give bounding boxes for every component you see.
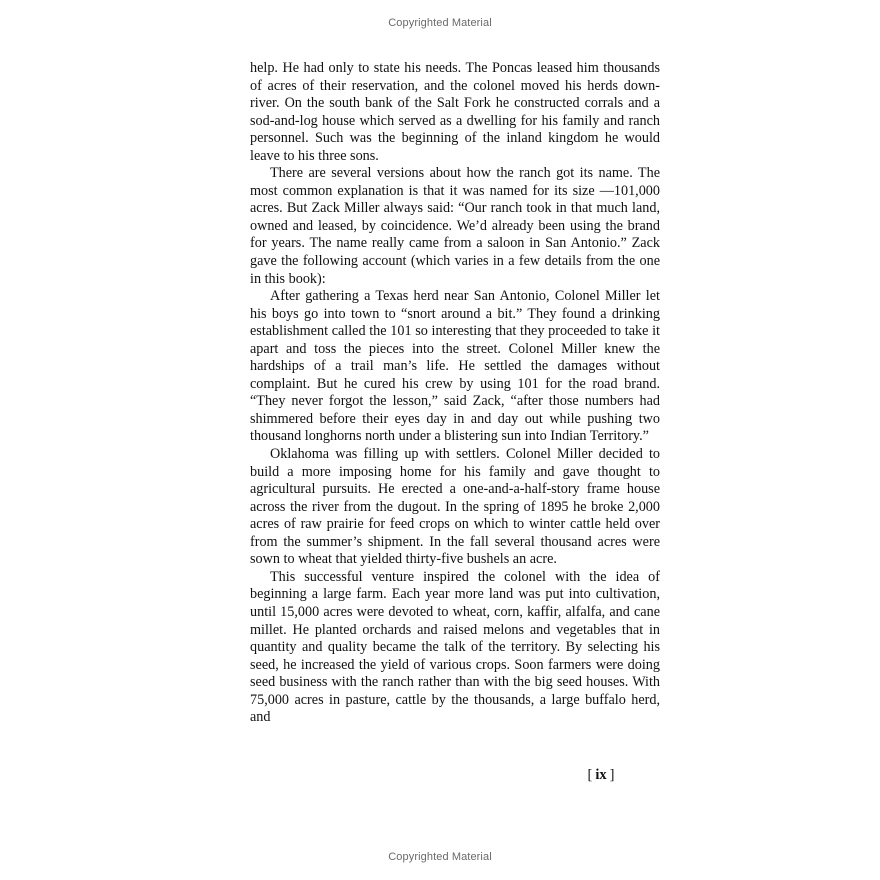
watermark-bottom: Copyrighted Material [388, 851, 492, 863]
watermark-top: Copyrighted Material [388, 17, 492, 29]
page-body-text [250, 60, 660, 727]
page-number-value: ix [595, 767, 607, 783]
page-number-open-bracket: [ [587, 767, 593, 783]
paragraph-2: There are several versions about how the ranch got its name. The most common explanation is that it was named for its size —101,000 acres. But Zack Miller always said: “Our ranch took in that much land, owned and leased, by coincidence. We’d already been using the brand for years. The name really came from a saloon in San Antonio.” Zack gave the following account (which varies in a few details from the one in this book): [250, 165, 660, 287]
paragraph-4: Oklahoma was filling up with settlers. Colonel Miller decided to build a more imposing home for his family and gave thought to agricultural pursuits. He erected a one-and-a-half-story frame house across the river from the dugout. In the spring of 1895 he broke 2,000 acres of raw prairie for feed crops on which to winter cattle held over from the summer’s shipment. In the fall several thousand acres were sown to wheat that yielded thirty-five bushels an acre. [250, 446, 660, 568]
page-number [578, 767, 624, 784]
paragraph-3: After gathering a Texas herd near San Antonio, Colonel Miller let his boys go into town to “snort around a bit.” They found a drinking establishment called the 101 so interesting that they proceeded to take it apart and toss the pieces into the street. Colonel Miller knew the hardships of a trail man’s life. He settled the damages without complaint. But he cured his crew by using 101 for the road brand. “They never forgot the lesson,” said Zack, “after those numbers had shimmered before their eyes day in and day out while pushing two thousand longhorns north under a blistering sun into Indian Territory.” [250, 288, 660, 445]
paragraph-5: This successful venture inspired the colonel with the idea of beginning a large farm. Each year more land was put into cultivation, until 15,000 acres were devoted to wheat, corn, kaffir, alfalfa, and cane millet. He planted orchards and raised melons and vegetables that in quantity and quality became the talk of the territory. By selecting his seed, he increased the yield of various crops. Soon farmers were doing seed business with the ranch rather than with the big seed houses. With 75,000 acres in pasture, cattle by the thousands, a large buffalo herd, and [250, 568, 660, 726]
paragraph-1: help. He had only to state his needs. The Poncas leased him thousands of acres of their reservation, and the colonel moved his herds down-river. On the south bank of the Salt Fork he constructed corrals and a sod-and-log house which served as a dwelling for his family and ranch personnel. Such was the beginning of the inland kingdom he would leave to his three sons. [250, 60, 660, 164]
page-number-close-bracket: ] [609, 767, 615, 783]
